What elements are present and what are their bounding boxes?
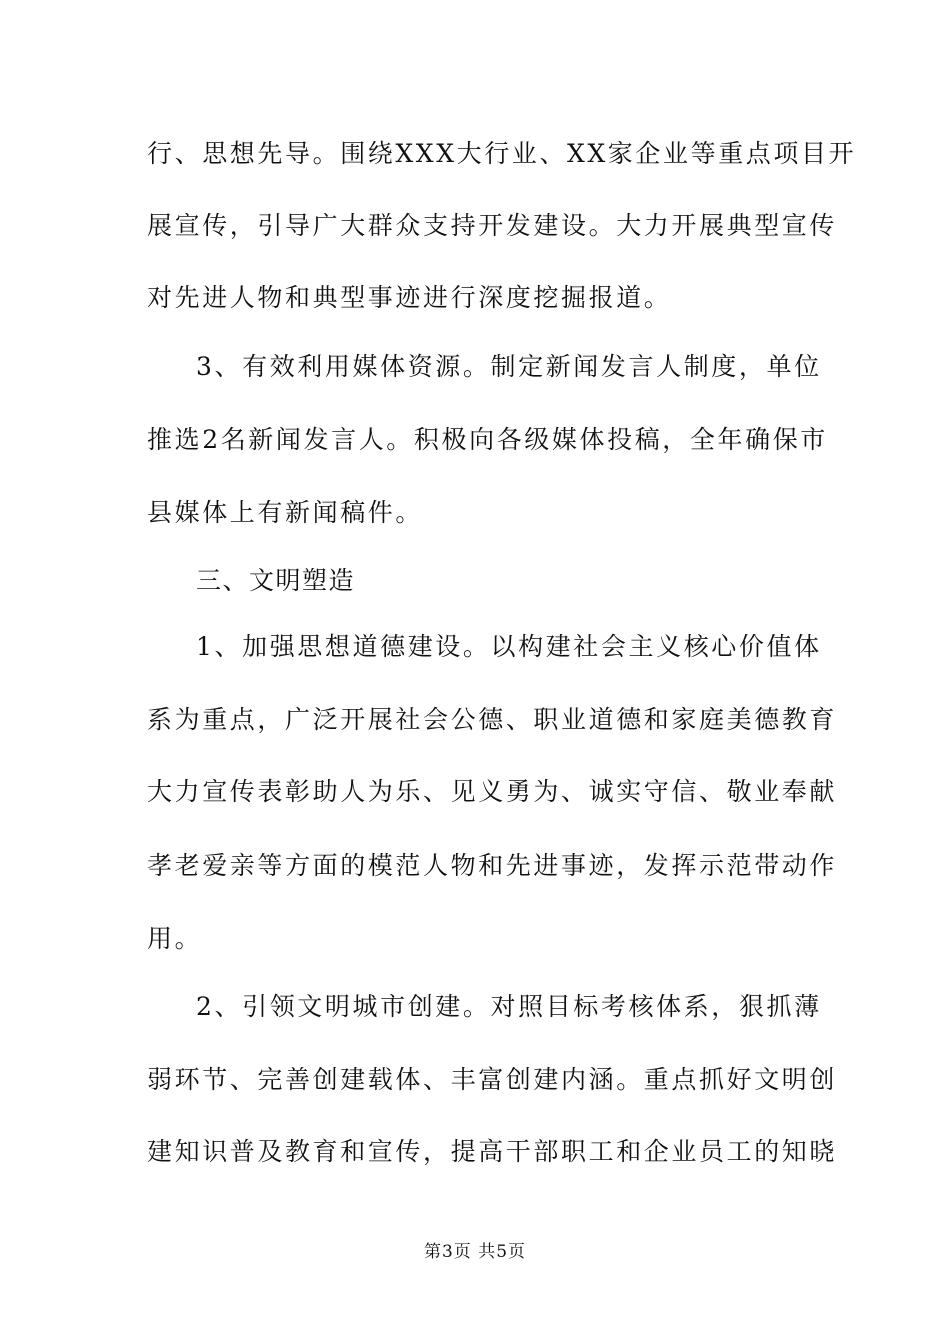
body-text-line: 1、加强思想道德建设。以构建社会主义核心价值体: [196, 632, 822, 661]
body-text-line: 推选2名新闻发言人。积极向各级媒体投稿，全年确保市: [147, 425, 828, 454]
body-text-line: 县媒体上有新闻稿件。: [147, 498, 424, 527]
body-text-line: 孝老爱亲等方面的模范人物和先进事迹，发挥示范带动作: [147, 851, 838, 880]
body-text-line: 大力宣传表彰助人为乐、见义勇为、诚实守信、敬业奉献: [147, 777, 838, 806]
body-text-line: 系为重点，广泛开展社会公德、职业道德和家庭美德教育: [147, 705, 838, 734]
body-text-line: 弱环节、完善创建载体、丰富创建内涵。重点抓好文明创: [147, 1065, 838, 1094]
body-text-line: 展宣传，引导广大群众支持开发建设。大力开展典型宣传: [147, 211, 838, 240]
section-heading: 三、文明塑造: [196, 566, 356, 595]
body-text-line: 2、引领文明城市创建。对照目标考核体系，狠抓薄: [196, 992, 822, 1021]
body-text-line: 行、思想先导。围绕XXX大行业、XX家企业等重点项目开: [147, 139, 857, 168]
page-footer: 第3页 共5页: [423, 1242, 527, 1262]
body-text-line: 3、有效利用媒体资源。制定新闻发言人制度，单位: [196, 352, 822, 381]
body-text-line: 用。: [147, 924, 203, 953]
body-text-line: 建知识普及教育和宣传，提高干部职工和企业员工的知晓: [147, 1137, 838, 1166]
body-text-line: 对先进人物和典型事迹进行深度挖掘报道。: [147, 283, 672, 312]
